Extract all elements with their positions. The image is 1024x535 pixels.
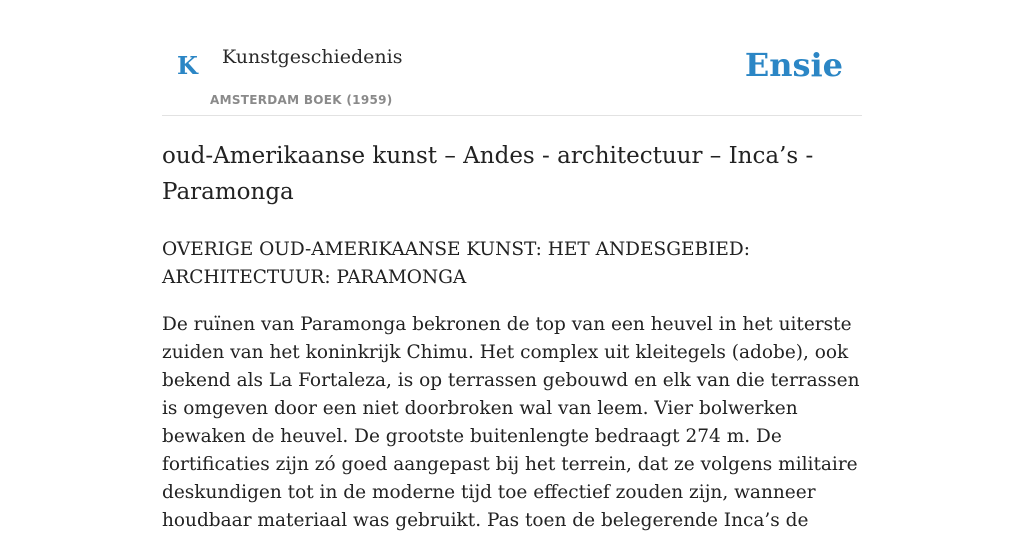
- article: [162, 138, 862, 535]
- book-title-link[interactable]: Kunstgeschiedenis: [222, 46, 403, 68]
- article-body: De ruïnen van Paramonga bekronen de top van een heuvel in het uiterste zuiden van het koninkrijk Chimu. Het complex uit kleitegels (adobe), ook bekend als La Fortaleza, is op terrassen gebouwd en elk van die terrassen is omgeven door een niet doorbroken wal van leem. Vier bolwerken bewaken de heuvel. De grootste buitenlengte bedraagt 274 m. De fortificaties zijn zó goed aangepast bij het terrein, dat ze volgens militaire deskundigen tot in de moderne tijd toe effectief zouden zijn, wanneer houdbaar materiaal was gebruikt. Pas toen de belegerende Inca’s de: [162, 314, 860, 531]
- article-heading: OVERIGE OUD-AMERIKAANSE KUNST: HET ANDESGEBIED: ARCHITECTUUR: PARAMONGA: [162, 239, 750, 288]
- ensie-logo-link[interactable]: Ensie: [744, 46, 843, 84]
- book-source-label: AMSTERDAM BOEK (1959): [210, 93, 393, 107]
- site-header: [162, 0, 862, 116]
- article-title: oud-Amerikaanse kunst – Andes - architectuur – Inca’s - Paramonga: [162, 143, 814, 205]
- book-logo-icon[interactable]: K: [177, 51, 198, 80]
